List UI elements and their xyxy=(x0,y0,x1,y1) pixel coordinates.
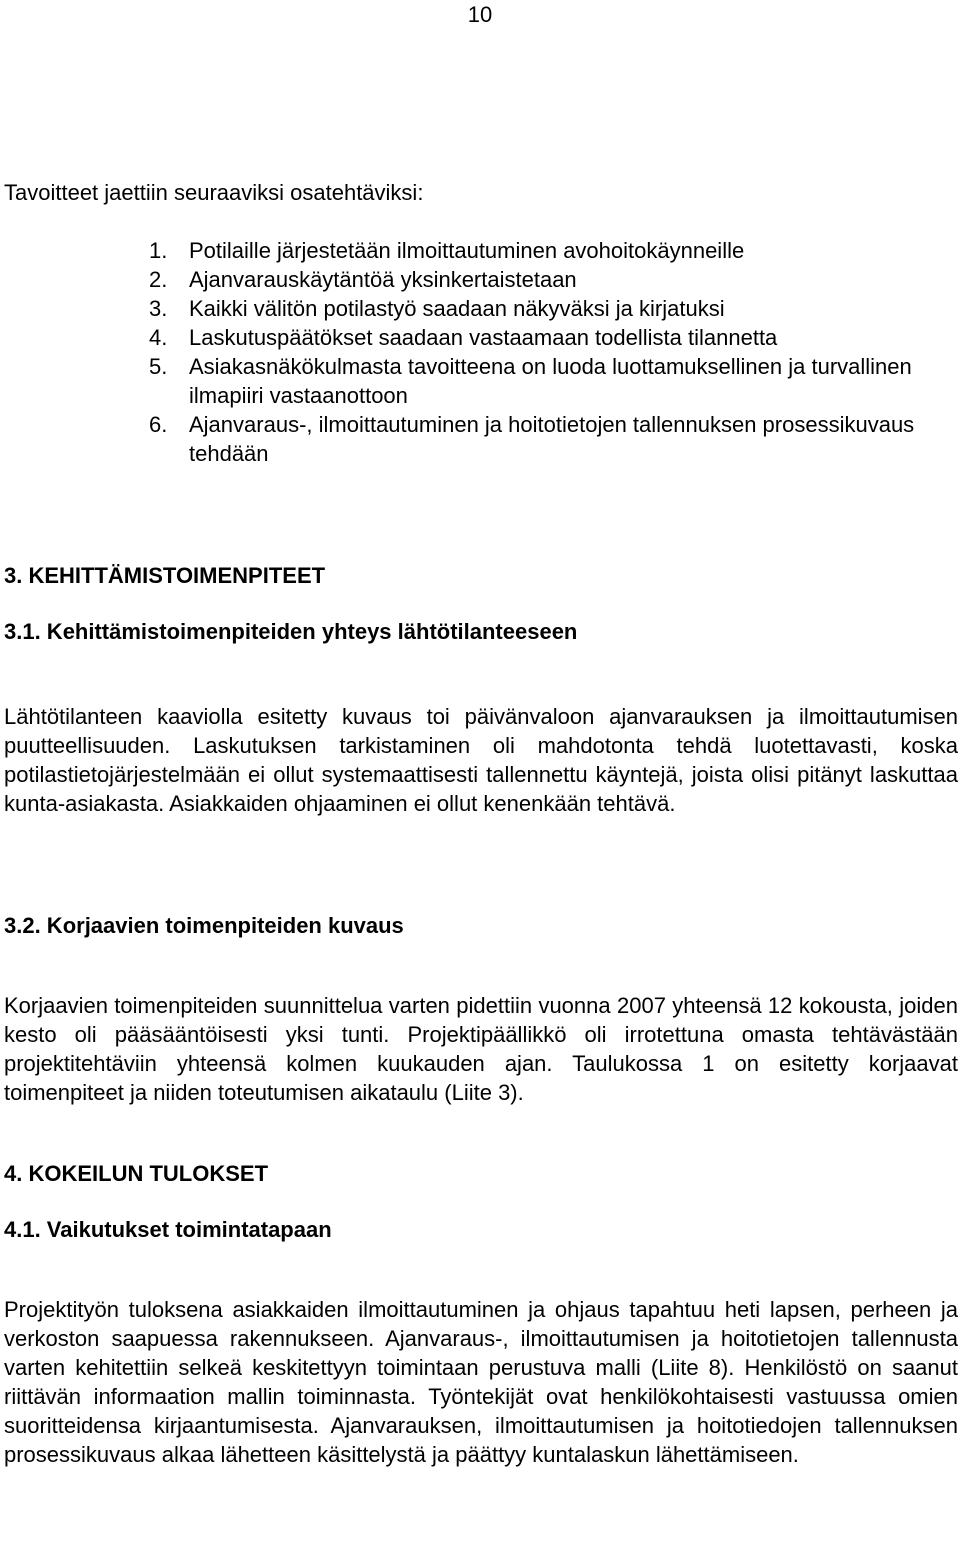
subsection-heading-4-1: 4.1. Vaikutukset toimintatapaan xyxy=(4,1217,332,1242)
list-item-text: Ajanvarauskäytäntöä yksinkertaistetaan xyxy=(189,267,577,292)
paragraph-3-2: Korjaavien toimenpiteiden suunnittelua varten pidettiin vuonna 2007 yhteensä 12 kokousta, joiden kesto oli pääsääntöisesti yksi tunti. Projektipäällikkö oli irrotettuna omasta tehtävästään projektitehtäviin yhteensä kolmen kuukauden ajan. Taulukossa 1 on esitetty korjaavat toimenpiteet ja niiden toteutumisen aikataulu (Liite 3). xyxy=(4,993,958,1105)
list-item xyxy=(4,323,958,352)
paragraph-3-1: Lähtötilanteen kaaviolla esitetty kuvaus toi päivänvaloon ajanvarauksen ja ilmoittautumisen puutteellisuuden. Laskutuksen tarkistaminen oli mahdotonta tehdä luotettavasti, koska potilastietojärjestelmään ei ollut systemaattisesti tallennettu käyntejä, joista olisi pitänyt laskuttaa kunta-asiakasta. Asiakkaiden ohjaaminen ei ollut kenenkään tehtävä. xyxy=(4,704,958,816)
goal-list xyxy=(4,236,958,468)
page-number: 10 xyxy=(467,2,493,27)
list-item-number: 5. xyxy=(149,354,168,379)
section-heading-3: 3. KEHITTÄMISTOIMENPITEET xyxy=(4,563,326,588)
list-item-number: 6. xyxy=(149,412,168,437)
list-item xyxy=(4,410,958,468)
list-item-number: 3. xyxy=(149,296,168,321)
list-item-text: Laskutuspäätökset saadaan vastaamaan todellista tilannetta xyxy=(189,325,778,350)
subsection-heading-3-1: 3.1. Kehittämistoimenpiteiden yhteys lähtötilanteeseen xyxy=(4,619,578,644)
section-heading-4: 4. KOKEILUN TULOKSET xyxy=(4,1161,269,1186)
list-item-text: Asiakasnäkökulmasta tavoitteena on luoda luottamuksellinen ja turvallinen ilmapiiri vastaanottoon xyxy=(189,354,912,408)
intro-text: Tavoitteet jaettiin seuraaviksi osatehtäviksi: xyxy=(4,180,424,205)
list-item xyxy=(4,352,958,410)
list-item-number: 1. xyxy=(149,238,168,263)
list-item-number: 2. xyxy=(149,267,168,292)
list-item xyxy=(4,236,958,265)
list-item-number: 4. xyxy=(149,325,168,350)
list-item-text: Ajanvaraus-, ilmoittautuminen ja hoitotietojen tallennuksen prosessikuvaus tehdään xyxy=(189,412,915,466)
document-body xyxy=(4,178,958,1469)
subsection-heading-3-2: 3.2. Korjaavien toimenpiteiden kuvaus xyxy=(4,913,404,938)
list-item-text: Kaikki välitön potilastyö saadaan näkyväksi ja kirjatuksi xyxy=(189,296,725,321)
list-item xyxy=(4,265,958,294)
list-item-text: Potilaille järjestetään ilmoittautuminen avohoitokäynneille xyxy=(189,238,745,263)
paragraph-4-1: Projektityön tuloksena asiakkaiden ilmoittautuminen ja ohjaus tapahtuu heti lapsen, perheen ja verkoston saapuessa rakennukseen. Ajanvaraus-, ilmoittautumisen ja hoitotietojen tallennusta varten kehitettiin selkeä keskitettyyn toimintaan perustuva malli (Liite 8). Henkilöstö on saanut riittävän informaation mallin toiminnasta. Työntekijät ovat henkilökohtaisesti vastuussa omien suoritteidensa kirjaantumisesta. Ajanvarauksen, ilmoittautumisen ja hoitotiedojen tallennuksen prosessikuvaus alkaa lähetteen käsittelystä ja päättyy kuntalaskun lähettämiseen. xyxy=(4,1297,958,1467)
list-item xyxy=(4,294,958,323)
